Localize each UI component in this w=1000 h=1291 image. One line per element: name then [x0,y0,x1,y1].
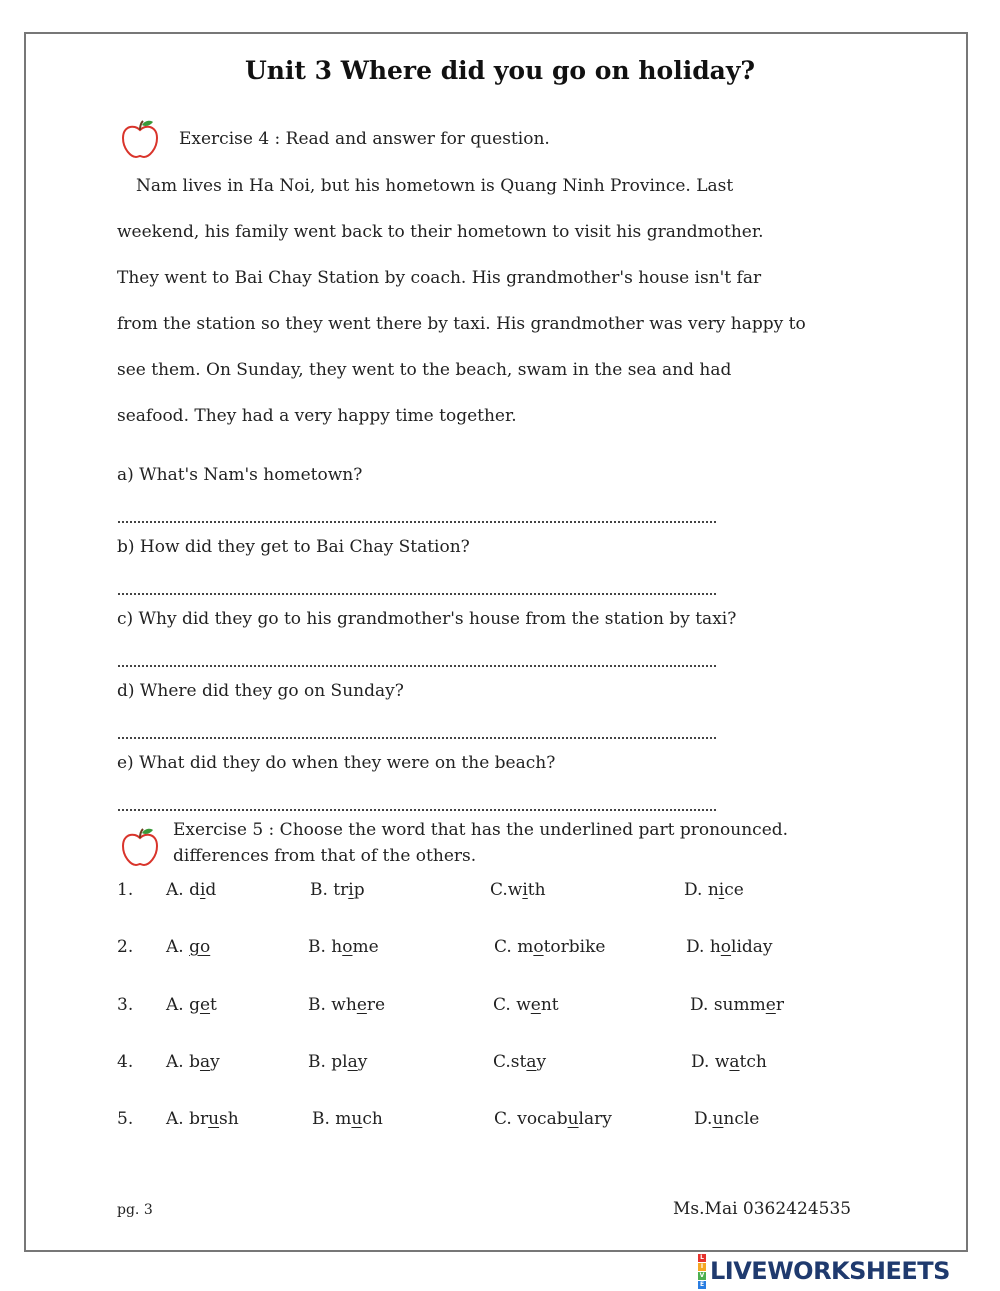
option-text: ce [724,880,744,900]
question-row [117,995,897,1021]
option-text: D. n [684,880,719,900]
row-number: 4. [117,1052,134,1072]
option-text: p [353,880,365,900]
option-text: A. d [166,880,200,900]
option-text: B. h [308,937,343,957]
apple-icon [120,118,160,160]
option-text: D. [694,1109,713,1129]
logo-square: L [698,1254,706,1262]
underlined-part: o [342,937,353,957]
passage-line: weekend, his family went back to their hometown to visit his grandmother. [117,222,764,242]
underlined-part: i [348,880,354,900]
underlined-part: e [199,995,211,1015]
answer-input-b[interactable] [118,569,716,595]
option-text: C. w [493,995,531,1015]
underlined-part: u [351,1109,363,1129]
question-d: d) Where did they go on Sunday? [117,681,404,701]
answer-option-b[interactable] [312,1109,383,1129]
row-number: 5. [117,1109,134,1129]
logo-square: I [698,1263,706,1271]
option-text: t [210,995,217,1015]
answer-option-d[interactable] [694,1109,759,1129]
underlined-part: o [720,937,732,957]
logo-mark-icon [698,1254,706,1289]
answer-option-d[interactable] [684,880,744,900]
passage-line: They went to Bai Chay Station by coach. His grandmother's house isn't far [117,268,762,288]
option-text: ch [362,1109,383,1129]
option-text: nt [540,995,559,1015]
answer-option-c[interactable] [494,937,605,957]
option-text: d [205,880,217,900]
option-text: liday [731,937,773,957]
passage-line: seafood. They had a very happy time together. [117,406,517,426]
answer-option-a[interactable] [166,1052,220,1072]
underlined-part: e [765,995,776,1015]
option-text: me [352,937,379,957]
underlined-part: a [526,1052,537,1072]
option-text: C.w [490,880,523,900]
option-text: C. vocab [494,1109,568,1129]
option-text: C. m [494,937,534,957]
option-text: lary [578,1109,612,1129]
question-row [117,1052,897,1078]
exercise5-heading-line2: differences from that of the others. [173,846,477,866]
underlined-part: o [533,937,544,957]
answer-option-c[interactable] [493,995,559,1015]
option-text: y [357,1052,368,1072]
option-text: B. pl [308,1052,348,1072]
row-number: 3. [117,995,134,1015]
answer-input-d[interactable] [118,713,716,739]
option-text: B. m [312,1109,352,1129]
answer-option-b[interactable] [308,995,385,1015]
underlined-part: u [567,1109,579,1129]
answer-option-c[interactable] [494,1109,612,1129]
row-number: 2. [117,937,134,957]
logo-square: V [699,1271,705,1279]
question-a: a) What's Nam's hometown? [117,465,363,485]
answer-option-d[interactable] [686,937,773,957]
apple-icon [120,826,160,868]
exercise4-heading: Exercise 4 : Read and answer for question. [179,129,550,149]
option-text: A. br [166,1109,209,1129]
answer-option-b[interactable] [308,1052,367,1072]
author-credit: Ms.Mai 0362424535 [673,1199,852,1219]
answer-option-a[interactable] [166,937,210,957]
passage-line: Nam lives in Ha Noi, but his hometown is Quang Ninh Province. Last [136,176,734,196]
option-text: sh [219,1109,239,1129]
option-text: ncle [723,1109,760,1129]
answer-option-d[interactable] [691,1052,767,1072]
option-text: C.st [493,1052,527,1072]
answer-option-b[interactable] [310,880,365,900]
option-text: D. w [691,1052,730,1072]
answer-option-c[interactable] [493,1052,546,1072]
underlined-part: a [199,1052,211,1072]
answer-input-a[interactable] [118,497,716,523]
option-text: tch [739,1052,767,1072]
option-text: y [536,1052,547,1072]
answer-input-e[interactable] [118,785,716,811]
option-text: D. h [686,937,721,957]
option-text: y [210,1052,220,1072]
underlined-part: e [530,995,541,1015]
option-text: th [527,880,546,900]
page-number: pg. 3 [117,1202,153,1218]
underlined-part: u [208,1109,220,1129]
underlined-part: a [729,1052,740,1072]
answer-option-a[interactable] [166,1109,239,1129]
option-text: B. wh [308,995,357,1015]
logo-square: E [699,1280,705,1288]
question-c: c) Why did they go to his grandmother's house from the station by taxi? [117,609,737,629]
underlined-part: i [718,880,725,900]
underlined-part: i [522,880,528,900]
answer-option-c[interactable] [490,880,546,900]
underlined-part: a [347,1052,358,1072]
underlined-part: go [189,937,211,957]
option-text: B. tr [310,880,349,900]
question-row [117,937,897,963]
option-text: torbike [543,937,606,957]
underlined-part: u [712,1109,724,1129]
option-text: r [775,995,784,1015]
liveworksheets-logo [698,1253,950,1288]
question-row [117,1109,897,1135]
passage-line: from the station so they went there by taxi. His grandmother was very happy to [117,314,806,334]
question-e: e) What did they do when they were on the beach? [117,753,556,773]
row-number: 1. [117,880,134,900]
question-row [117,880,897,906]
underlined-part: e [356,995,367,1015]
passage-line: see them. On Sunday, they went to the beach, swam in the sea and had [117,360,732,380]
answer-option-d[interactable] [690,995,784,1015]
answer-input-c[interactable] [118,641,716,667]
logo-text: LIVEWORKSHEETS [710,1257,950,1285]
option-text: A. g [166,995,200,1015]
answer-option-b[interactable] [308,937,379,957]
option-text: A. [166,937,190,957]
option-text: A. b [166,1052,200,1072]
underlined-part: i [199,880,206,900]
exercise5-heading-line1: Exercise 5 : Choose the word that has the underlined part pronounced. [173,820,789,840]
answer-option-a[interactable] [166,880,216,900]
answer-option-a[interactable] [166,995,217,1015]
question-b: b) How did they get to Bai Chay Station? [117,537,470,557]
page-title: Unit 3 Where did you go on holiday? [244,56,756,85]
option-text: re [366,995,386,1015]
option-text: D. summ [690,995,766,1015]
